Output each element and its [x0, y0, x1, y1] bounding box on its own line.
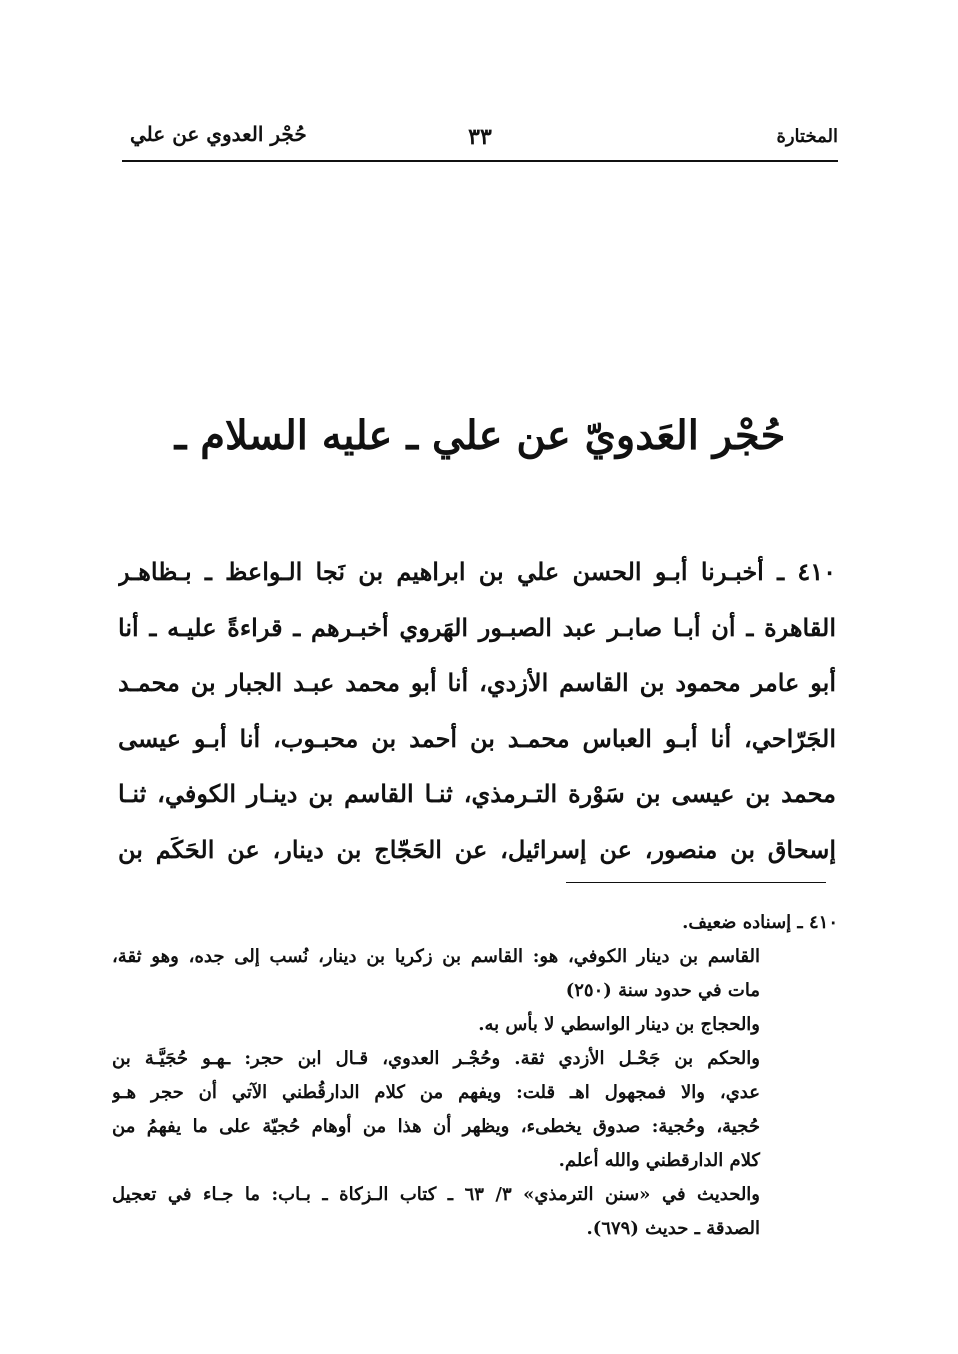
footnote-line: والحكم بن جَحْـل الأزدي ثقة. وحُجْـر العدوي، قـال ابن حجر: ـهـو حُجَيَّـة بن: [112, 1048, 760, 1069]
footnotes: [112, 906, 838, 1246]
body-line: الجَرّاحي، أنا أبـو العباس محمـد بن أحمد بن محبـوب، أنا أبـو عيسى: [118, 723, 836, 753]
footnote-line: كلام الدارقطني والله أعلم.: [558, 1150, 760, 1171]
header-rule: [122, 160, 838, 162]
footnote-line: والحجاج بن دينار الواسطي لا بأس به.: [478, 1014, 760, 1035]
body-line: إسحاق بن منصور، عن إسرائيل، عن الحَجّاج بن دينار، عن الحَكَم بن: [118, 834, 836, 864]
header-section-title: حُجْر العدوي عن علي: [130, 122, 307, 146]
footnote-line: الصدقة ـ حديث (٦٧٩).: [586, 1218, 760, 1239]
hadith-text: [118, 544, 836, 877]
footnote-line: حُجية، وحُجية: صدوق يخطىء، ويظهر أن هذا من أوهام حُجيّة على ما يفهمُ من: [112, 1116, 760, 1137]
body-line: ٤١٠ ـ أخبـرنا أبـو الحسن علي بن ابراهيم بن نَجا الـواعظ ـ بـظاهـر: [118, 557, 836, 586]
footnote-line: عدي، والا فمجهول اهـ قلت: ويفهم من كلام الدارقُطني الآتي أن حجر هـو: [112, 1082, 760, 1103]
body-line: أبو عامر محمود بن القاسم الأزدي، أنا أبو محمد عبـد الجبار بن محمـد: [118, 668, 836, 697]
footnote-line: مات في حدود سنة (٢٥٠): [565, 980, 760, 1001]
running-header: [122, 116, 838, 156]
footnote-rule: [566, 882, 826, 883]
header-book-title: المختارة: [776, 126, 838, 147]
page-number: ٣٣: [468, 124, 492, 150]
footnote-line: والحديث في «سنن الترمذي» ٣/ ٦٣ ـ كتاب الـزكاة ـ بـاب: ما جـاء في تعجيل: [112, 1184, 760, 1205]
footnote-line: ٤١٠ ـ إسناده ضعيف.: [682, 912, 838, 933]
body-line: القاهرة ـ أن أبـا صابـر عبد الصبـور الهَروي أخبـرهم ـ قراءةً عليـه ـ أنا: [118, 612, 836, 642]
body-line: محمد بن عيسى بن سَوْرة التـرمذي، ثنـا القاسم بن دينـار الكوفي، ثنـا: [118, 779, 836, 808]
footnote-line: القاسم بن دينار الكوفي، هو: القاسم بن زكريا بن دينار، نُسب إلى جده، وهو ثقة،: [112, 946, 760, 967]
chapter-title: حُجْر العَدويّ عن علي ـ عليه السلام ـ: [174, 412, 786, 459]
